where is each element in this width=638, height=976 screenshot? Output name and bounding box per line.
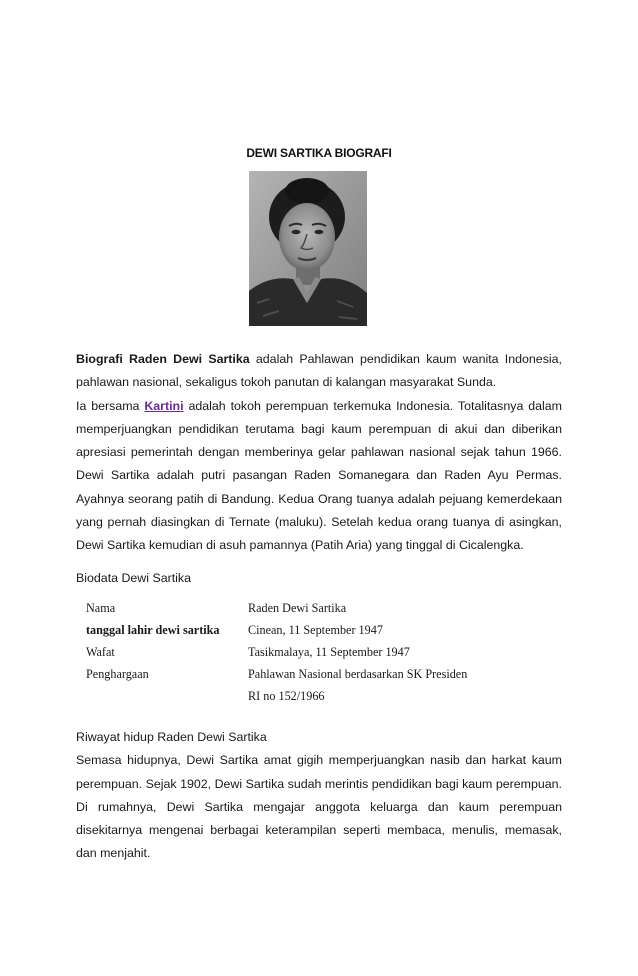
biodata-value: Raden Dewi Sartika xyxy=(248,601,347,615)
intro-line2-before: Ia bersama xyxy=(76,398,145,413)
riwayat-heading: Riwayat hidup Raden Dewi Sartika xyxy=(76,730,267,744)
riwayat-section xyxy=(76,726,562,866)
intro-text-2 xyxy=(76,395,562,558)
page-title: DEWI SARTIKA BIOGRAFI xyxy=(246,146,392,160)
biodata-value: RI no 152/1966 xyxy=(248,689,325,703)
biodata-row xyxy=(86,597,508,619)
biodata-row xyxy=(86,641,508,663)
biodata-table xyxy=(86,597,508,707)
biodata-row xyxy=(86,685,508,707)
biodata-key: Wafat xyxy=(86,645,115,659)
intro-lead: Biografi Raden Dewi Sartika xyxy=(76,352,250,366)
biodata-row xyxy=(86,663,508,685)
biodata-key: Penghargaan xyxy=(86,667,149,681)
biodata-row xyxy=(86,619,508,641)
intro-paragraph xyxy=(76,348,562,558)
biodata-value: Pahlawan Nasional berdasarkan SK Presiden xyxy=(248,667,468,681)
biodata-key: tanggal lahir dewi sartika xyxy=(86,623,220,637)
biodata-value: Tasikmalaya, 11 September 1947 xyxy=(248,645,410,659)
biodata-key xyxy=(86,685,248,707)
portrait-photo xyxy=(249,171,367,326)
biodata-heading: Biodata Dewi Sartika xyxy=(76,571,192,585)
intro-lead-rest: adalah Pahlawan pendidikan kaum wanita Indonesia, pahlawan nasional, sekaligus tokoh panutan di kalangan masyarakat Sunda. xyxy=(76,352,562,390)
intro-line2-after: adalah tokoh perempuan terkemuka Indonesia. Totalitasnya dalam memperjuangkan pendidikan terutama bagi kaum perempuan di akui dan diberikan apresiasi pemerintah dengan memberinya gelar pahlawan nasional sejak tahun 1966. Dewi Sartika adalah putri pasangan Raden Somanegara dan Raden Ayu Permas. Ayahnya seorang patih di Bandung. Kedua Orang tuanya adalah pejuang kemerdekaan yang pernah diasingkan di Ternate (maluku). Setelah kedua orang tuanya di asingkan, Dewi Sartika kemudian di asuh pamannya (Patih Aria) yang tinggal di Cicalengka. xyxy=(76,398,562,553)
kartini-link[interactable]: Kartini xyxy=(144,398,184,413)
intro-text-1 xyxy=(76,348,562,395)
biodata-value: Cinean, 11 September 1947 xyxy=(248,623,383,637)
biodata-key: Nama xyxy=(86,601,116,615)
riwayat-body: Semasa hidupnya, Dewi Sartika amat gigih memperjuangkan nasib dan harkat kaum perempuan. Sejak 1902, Dewi Sartika sudah merintis pendidikan bagi kaum perempuan. Di rumahnya, Dewi Sartika mengajar anggota keluarga dan kaum perempuan disekitarnya mengenai berbagai keterampilan seperti membaca, menulis, memasak, dan menjahit. xyxy=(76,753,562,861)
